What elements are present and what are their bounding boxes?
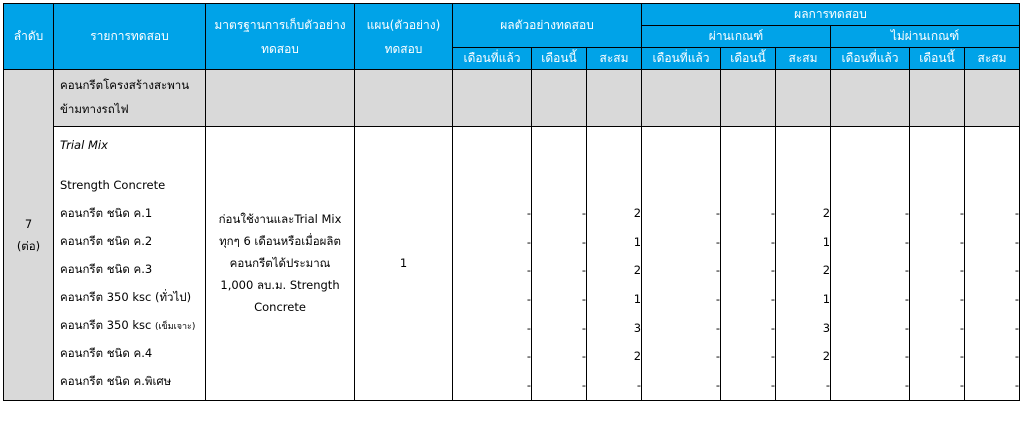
row-number-cont: (ต่อ) [16, 238, 41, 253]
header-fail-prev: เดือนที่แล้ว [831, 48, 910, 70]
plan-value: 1 [399, 256, 408, 271]
pass-this-cell: - - - - - - - [721, 127, 776, 401]
header-pass-prev: เดือนที่แล้ว [642, 48, 721, 70]
section-empty-cell [642, 70, 721, 127]
header-fail-this: เดือนนี้ [910, 48, 965, 70]
list-item: คอนกรีต ชนิด ค.พิเศษ [60, 374, 172, 388]
pass-prev-cell: - - - - - - - [642, 127, 721, 401]
section-empty-cell [453, 70, 532, 127]
test-results-table [3, 3, 1020, 401]
section-empty-cell [831, 70, 910, 127]
section-empty-cell [721, 70, 776, 127]
trial-mix-label: Trial Mix [60, 138, 108, 152]
row-number [4, 70, 54, 401]
standard-text: ก่อนใช้งานและTrial Mix ทุกๆ 6 เดือนหรือเมื่อผลิตคอนกรีตได้ประมาณ 1,000 ลบ.ม. Strength Concrete [218, 212, 342, 315]
list-item: คอนกรีต 350 ksc (ทั่วไป) [60, 290, 192, 304]
fail-prev-cell: - - - - - - - [831, 127, 910, 401]
spacer [60, 159, 199, 171]
header-samples-cum: สะสม [587, 48, 642, 70]
samples-this-cell: - - - - - - - [532, 127, 587, 401]
strength-label: Strength Concrete [60, 178, 166, 192]
fail-this-cell: - - - - - - - [910, 127, 965, 401]
item-list-cell [54, 127, 206, 401]
header-no: ลำดับ [4, 4, 54, 70]
header-item: รายการทดสอบ [54, 4, 206, 70]
list-item: คอนกรีต ชนิด ค.2 [60, 234, 153, 248]
section-empty-cell [587, 70, 642, 127]
section-title-cell [54, 70, 206, 127]
list-item: คอนกรีต ชนิด ค.3 [60, 262, 153, 276]
pass-cum-cell: 2 1 2 1 3 2 - [776, 127, 831, 401]
header-pass-cum: สะสม [776, 48, 831, 70]
section-empty-standard [206, 70, 355, 127]
section-empty-plan [355, 70, 453, 127]
item-list [54, 127, 205, 395]
plan-cell [355, 127, 453, 401]
samples-prev-cell: - - - - - - - [453, 127, 532, 401]
header-samples-prev: เดือนที่แล้ว [453, 48, 532, 70]
section-empty-cell [532, 70, 587, 127]
section-empty-cell [965, 70, 1020, 127]
header-fail-cum: สะสม [965, 48, 1020, 70]
header-standard: มาตรฐานการเก็บตัวอย่างทดสอบ [206, 4, 355, 70]
header-pass-this: เดือนนี้ [721, 48, 776, 70]
samples-cum-cell: 2 1 2 1 3 2 - [587, 127, 642, 401]
detail-row [4, 127, 1020, 401]
standard-cell [206, 127, 355, 401]
fail-cum-cell: - - - - - - - [965, 127, 1020, 401]
section-empty-cell [776, 70, 831, 127]
row-number-main: 7 [24, 216, 33, 231]
header-results: ผลการทดสอบ [642, 4, 1020, 26]
section-row [4, 70, 1020, 127]
header-samples-this: เดือนนี้ [532, 48, 587, 70]
section-empty-cell [910, 70, 965, 127]
list-item: คอนกรีต ชนิด ค.4 [60, 346, 153, 360]
header-fail: ไม่ผ่านเกณฑ์ [831, 26, 1020, 48]
list-item: คอนกรีต 350 ksc (เข็มเจาะ) [60, 318, 196, 332]
section-title: คอนกรีตโครงสร้างสะพานข้ามทางรถไฟ [60, 78, 190, 116]
header-plan: แผน(ตัวอย่าง) ทดสอบ [355, 4, 453, 70]
header-samples: ผลตัวอย่างทดสอบ [453, 4, 642, 48]
list-item: คอนกรีต ชนิด ค.1 [60, 206, 153, 220]
header-pass: ผ่านเกณฑ์ [642, 26, 831, 48]
